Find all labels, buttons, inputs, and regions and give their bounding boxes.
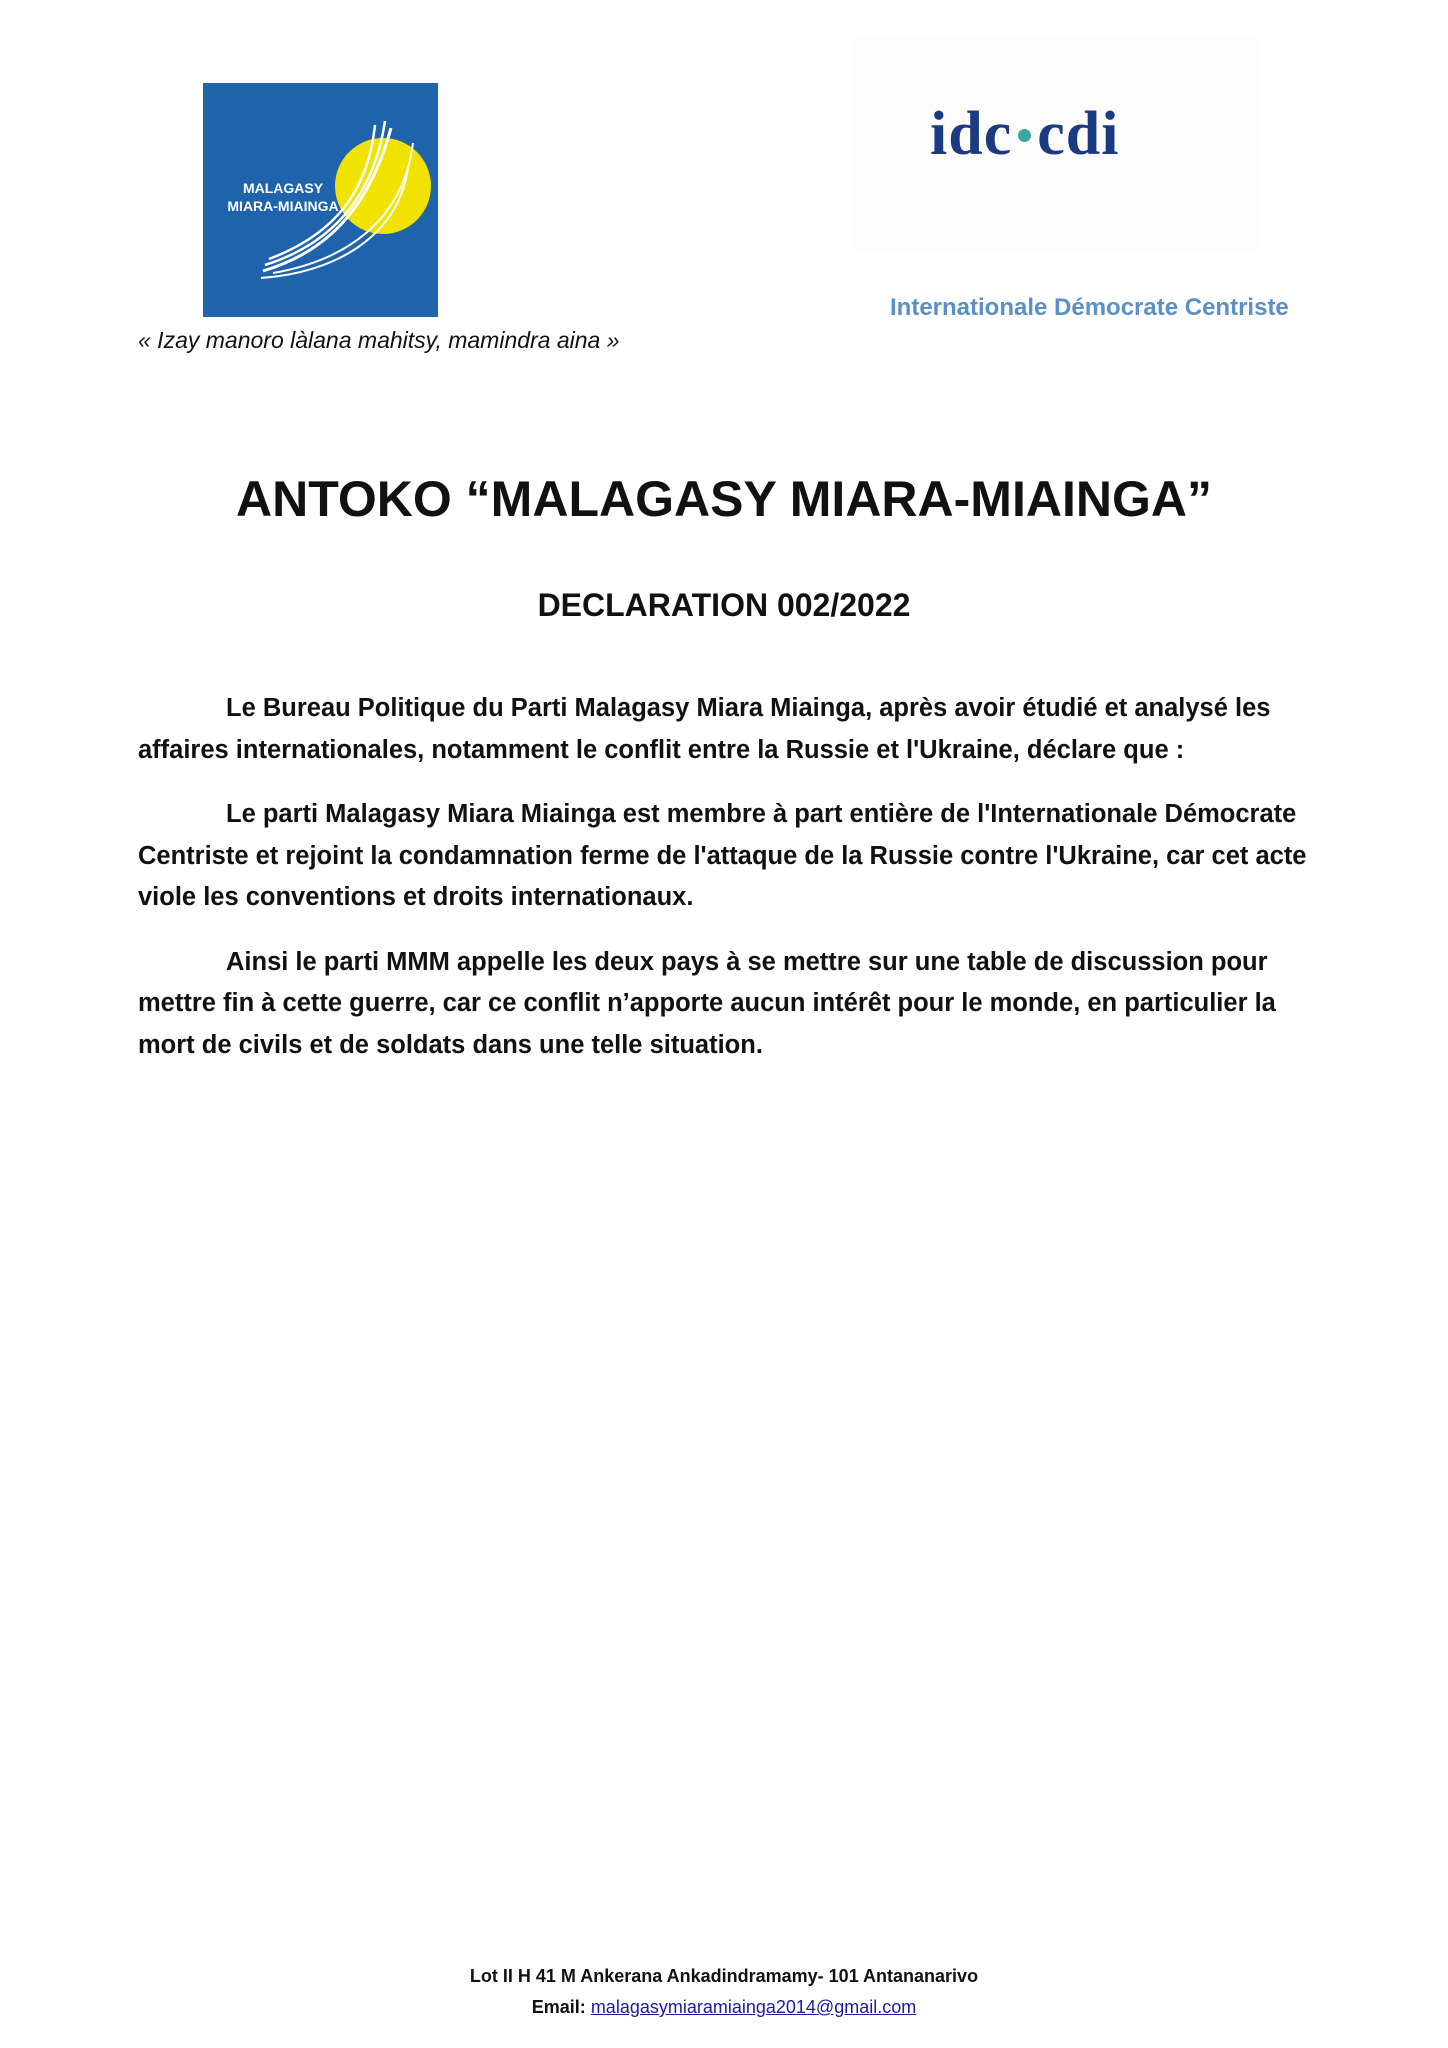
declaration-number: DECLARATION 002/2022 [537, 587, 911, 623]
paragraph-3: Ainsi le parti MMM appelle les deux pays à se mettre sur une table de discussion pour mettre fin à cette guerre, car ce conflit n’apporte aucun intérêt pour le monde, en particulier la mort de civils et de soldats dans une telle situation. [138, 947, 1276, 1059]
dot-icon [1018, 129, 1031, 142]
page-title: ANTOKO “MALAGASY MIARA-MIAINGA” [236, 471, 1212, 527]
paragraph-2: Le parti Malagasy Miara Miainga est membre à part entière de l'Internationale Démocrate Centriste et rejoint la condamnation ferme de l'attaque de la Russie contre l'Ukraine, car cet acte viole les conventions et droits internationaux. [138, 800, 1307, 911]
logo-text-line2: MIARA-MIAINGA [227, 198, 339, 214]
declaration-body [138, 688, 1328, 1089]
wordmark-cdi: cdi [1037, 100, 1120, 168]
logo-text [223, 179, 343, 215]
footer-address: Lot II H 41 M Ankerana Ankadindramamy- 101 Antananarivo [469, 1966, 979, 1986]
logo-text-line1: MALAGASY [242, 180, 324, 196]
wordmark-idc: idc [930, 100, 1013, 168]
idc-caption: Internationale Démocrate Centriste [890, 294, 1289, 321]
malagasy-miara-miainga-logo [203, 83, 438, 317]
idc-cdi-wordmark [930, 100, 1120, 168]
footer-email-line [0, 1992, 1448, 2023]
footer [0, 1961, 1448, 2023]
paragraph-1: Le Bureau Politique du Parti Malagasy Miara Miainga, après avoir étudié et analysé les affaires internationales, notamment le conflit entre la Russie et l'Ukraine, déclare que : [138, 694, 1271, 764]
footer-email-link[interactable]: malagasymiaramiainga2014@gmail.com [590, 1997, 917, 2017]
footer-email-label: Email: [531, 1997, 586, 2017]
party-motto: « Izay manoro làlana mahitsy, mamindra aina » [138, 327, 620, 353]
idc-cdi-logo [850, 38, 1260, 250]
